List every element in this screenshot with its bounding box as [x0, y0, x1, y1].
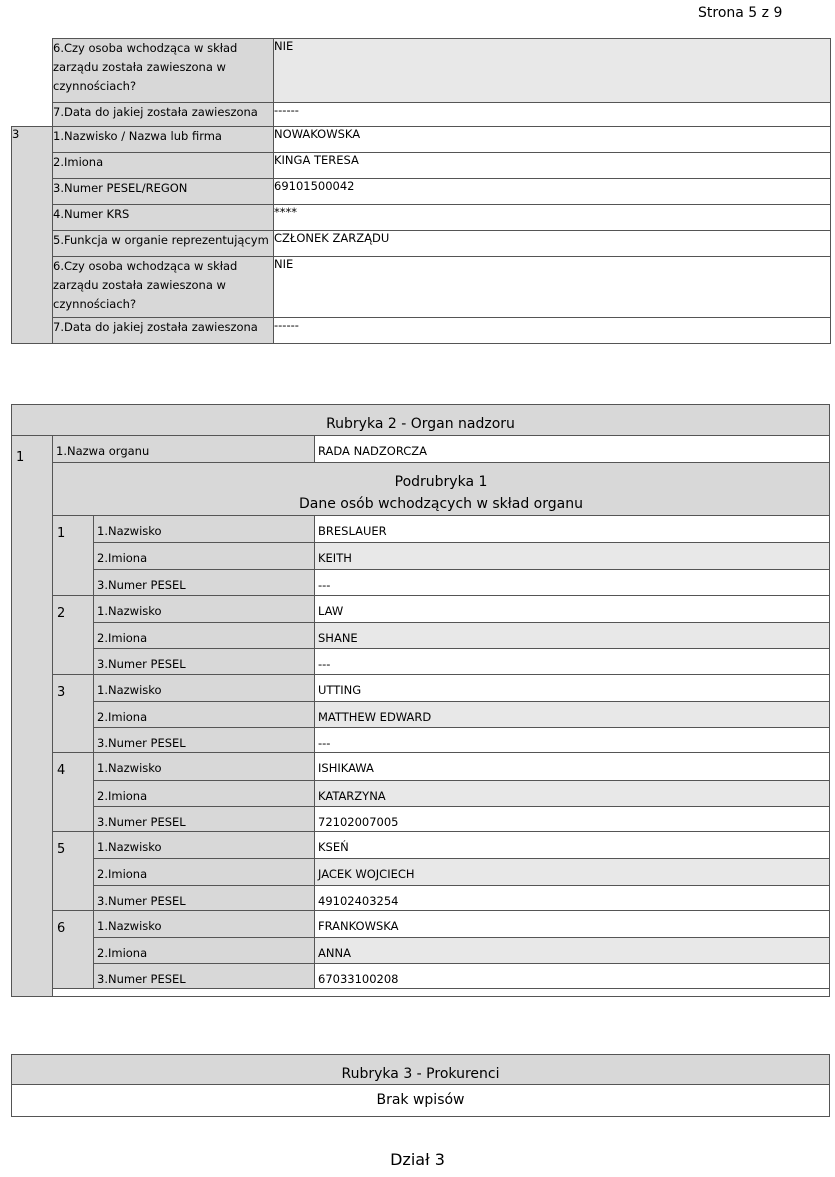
person-field-label: 2.Imiona — [94, 937, 315, 963]
field-value: KINGA TERESA — [274, 153, 831, 179]
person-field-value: --- — [315, 727, 829, 753]
person-field-value: UTTING — [315, 675, 829, 701]
board-members-table — [11, 38, 831, 344]
person-field-label: 1.Nazwisko — [94, 596, 315, 622]
table-row — [12, 39, 831, 103]
field-label: 4.Numer KRS — [53, 205, 274, 231]
person-field-label: 1.Nazwisko — [94, 516, 315, 542]
field-value: ------ — [274, 103, 831, 127]
person-field-label: 1.Nazwisko — [94, 675, 315, 701]
person-number: 4 — [53, 753, 94, 832]
table-row — [12, 127, 831, 153]
person-field-value: --- — [315, 648, 829, 674]
section-title: Rubryka 2 - Organ nadzoru — [12, 405, 829, 436]
person-field-label: 2.Imiona — [94, 858, 315, 884]
field-label: 7.Data do jakiej została zawieszona — [53, 103, 274, 127]
person-field-value: SHANE — [315, 622, 829, 648]
field-value: CZŁONEK ZARZĄDU — [274, 231, 831, 257]
field-label: 1.Nazwisko / Nazwa lub firma — [53, 127, 274, 153]
empty-entries-text: Brak wpisów — [12, 1085, 829, 1116]
organ-value: RADA NADZORCZA — [315, 436, 829, 463]
table-row — [12, 153, 831, 179]
person-group — [53, 674, 829, 753]
person-group — [53, 910, 829, 989]
table-row — [12, 179, 831, 205]
field-value: **** — [274, 205, 831, 231]
person-number: 6 — [53, 911, 94, 990]
person-field-value: KATARZYNA — [315, 780, 829, 806]
podrubryka-title: Podrubryka 1 — [394, 474, 488, 490]
person-field-label: 2.Imiona — [94, 622, 315, 648]
person-field-value: ISHIKAWA — [315, 753, 829, 779]
person-field-label: 2.Imiona — [94, 780, 315, 806]
person-group — [53, 595, 829, 674]
person-field-value: ANNA — [315, 937, 829, 963]
person-field-label: 2.Imiona — [94, 542, 315, 568]
field-label: 5.Funkcja w organie reprezentującym — [53, 231, 274, 257]
rubryka3-section — [11, 1054, 830, 1117]
field-label: 2.Imiona — [53, 153, 274, 179]
person-field-label: 2.Imiona — [94, 701, 315, 727]
section-title: Rubryka 3 - Prokurenci — [12, 1055, 829, 1085]
organ-label: 1.Nazwa organu — [53, 436, 315, 463]
person-number: 3 — [53, 675, 94, 754]
table-row — [12, 257, 831, 318]
podrubryka-header — [53, 463, 829, 516]
person-field-value: MATTHEW EDWARD — [315, 701, 829, 727]
section-bottom-row — [53, 988, 829, 996]
person-field-label: 1.Nazwisko — [94, 832, 315, 858]
page-number: Strona 5 z 9 — [698, 5, 783, 21]
person-field-value: LAW — [315, 596, 829, 622]
person-field-value: 49102403254 — [315, 885, 829, 911]
person-field-label: 1.Nazwisko — [94, 753, 315, 779]
table-row — [12, 318, 831, 344]
person-field-value: KEITH — [315, 542, 829, 568]
field-value: 69101500042 — [274, 179, 831, 205]
person-field-label: 3.Numer PESEL — [94, 727, 315, 753]
entry-number: 1 — [12, 436, 53, 996]
field-label: 3.Numer PESEL/REGON — [53, 179, 274, 205]
person-field-label: 1.Nazwisko — [94, 911, 315, 937]
entry-number: 3 — [12, 127, 53, 344]
field-label: 6.Czy osoba wchodząca w skład zarządu została zawieszona w czynnościach? — [53, 257, 274, 318]
person-field-label: 3.Numer PESEL — [94, 806, 315, 832]
person-field-value: 67033100208 — [315, 963, 829, 989]
person-field-value: --- — [315, 569, 829, 595]
person-group — [53, 752, 829, 831]
person-group — [53, 831, 829, 910]
person-field-value: 72102007005 — [315, 806, 829, 832]
person-field-value: BRESLAUER — [315, 516, 829, 542]
field-value: ------ — [274, 318, 831, 344]
person-number: 1 — [53, 516, 94, 595]
table-row — [12, 103, 831, 127]
podrubryka-subtitle: Dane osób wchodzących w skład organu — [299, 496, 583, 512]
field-value: NOWAKOWSKA — [274, 127, 831, 153]
person-field-value: FRANKOWSKA — [315, 911, 829, 937]
section-heading-dzial: Dział 3 — [390, 1150, 445, 1169]
person-number: 5 — [53, 832, 94, 911]
rubryka2-section — [11, 404, 830, 997]
field-label: 7.Data do jakiej została zawieszona — [53, 318, 274, 344]
person-field-value: JACEK WOJCIECH — [315, 858, 829, 884]
field-value: NIE — [274, 257, 831, 318]
field-value: NIE — [274, 39, 831, 103]
persons-list — [53, 516, 829, 988]
field-label: 6.Czy osoba wchodząca w skład zarządu została zawieszona w czynnościach? — [53, 39, 274, 103]
person-group — [53, 516, 829, 595]
table-row — [12, 231, 831, 257]
person-number: 2 — [53, 596, 94, 675]
person-field-label: 3.Numer PESEL — [94, 963, 315, 989]
person-field-label: 3.Numer PESEL — [94, 885, 315, 911]
person-field-label: 3.Numer PESEL — [94, 648, 315, 674]
person-field-label: 3.Numer PESEL — [94, 569, 315, 595]
person-field-value: KSEŃ — [315, 832, 829, 858]
table-row — [12, 205, 831, 231]
